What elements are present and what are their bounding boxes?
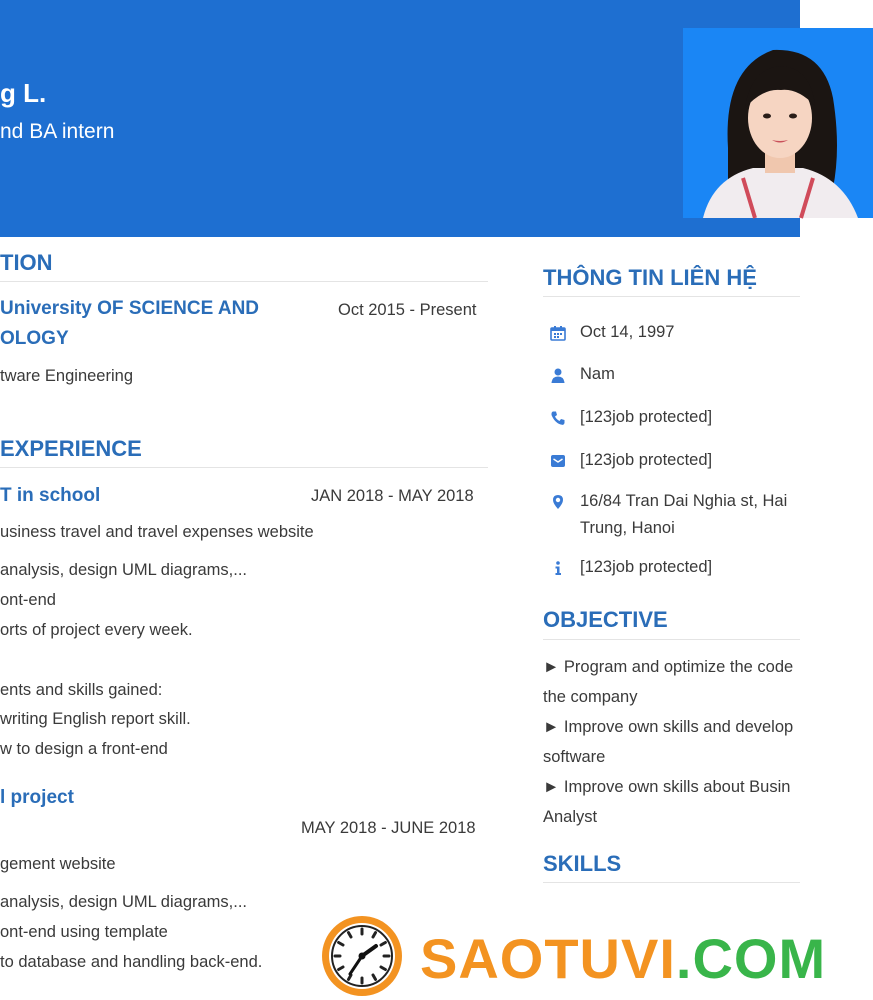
header-banner (0, 0, 800, 237)
avatar (683, 28, 873, 218)
contact-text: [123job protected] (580, 558, 713, 576)
contact-address (545, 488, 805, 542)
project-task: ont-end using template (0, 923, 168, 941)
skill-gained: w to design a front-end (0, 740, 168, 758)
watermark-domain: .COM (675, 927, 827, 990)
project-description: gement website (0, 855, 116, 873)
candidate-name: g L. (0, 78, 47, 108)
contact-phone[interactable] (545, 404, 805, 431)
avatar-portrait (683, 28, 873, 218)
contact-email[interactable] (545, 447, 805, 474)
education-heading: TION (0, 250, 53, 275)
project-task: analysis, design UML diagrams,... (0, 893, 247, 911)
project-task: analysis, design UML diagrams,... (0, 561, 247, 579)
contact-gender (545, 361, 805, 388)
contact-text: [123job protected] (580, 451, 713, 469)
objective-line: ► Program and optimize the code (543, 658, 794, 676)
objective-line: the company (543, 688, 638, 706)
objective-line: Analyst (543, 808, 598, 826)
skills-heading: SKILLS (543, 851, 622, 876)
project-date: MAY 2018 - JUNE 2018 (301, 819, 476, 837)
contact-text: 16/84 Tran Dai Nghia st, Hai (580, 492, 788, 510)
school-name-line1: University OF SCIENCE AND (0, 298, 260, 319)
objective-line: software (543, 748, 606, 766)
education-major: tware Engineering (0, 367, 133, 385)
education-date: Oct 2015 - Present (338, 301, 477, 319)
watermark-text (420, 926, 826, 991)
objective-divider (543, 639, 800, 640)
project-task: ont-end (0, 591, 56, 609)
calendar-icon (545, 322, 571, 344)
education-divider (0, 281, 488, 282)
skill-gained: writing English report skill. (0, 710, 191, 728)
user-icon (545, 364, 571, 386)
project-description: usiness travel and travel expenses website (0, 523, 314, 541)
project-task: to database and handling back-end. (0, 953, 263, 971)
location-icon (545, 491, 571, 513)
contact-divider (543, 296, 800, 297)
email-icon (545, 450, 571, 472)
contact-text: Trung, Hanoi (580, 519, 675, 537)
watermark-brand: SAOTUVI (420, 927, 676, 990)
skills-gained-title: ents and skills gained: (0, 681, 163, 699)
contact-text: [123job protected] (580, 408, 713, 426)
school-name-line2: OLOGY (0, 328, 69, 349)
contact-info (545, 554, 805, 581)
info-icon (545, 557, 571, 579)
contact-birthdate (545, 319, 805, 346)
objective-line: ► Improve own skills about Busin (543, 778, 791, 796)
contact-text: Oct 14, 1997 (580, 323, 675, 341)
experience-divider (0, 467, 488, 468)
contact-text: Nam (580, 365, 615, 383)
project-name: T in school (0, 485, 101, 506)
contact-heading: THÔNG TIN LIÊN HỆ (543, 265, 757, 290)
experience-heading: EXPERIENCE (0, 436, 142, 461)
watermark (320, 914, 827, 1000)
phone-icon (545, 407, 571, 429)
candidate-role: nd BA intern (0, 120, 115, 143)
skills-divider (543, 882, 800, 883)
project-task: orts of project every week. (0, 621, 193, 639)
project-name: l project (0, 787, 74, 808)
objective-heading: OBJECTIVE (543, 607, 668, 632)
objective-line: ► Improve own skills and develop (543, 718, 794, 736)
project-date: JAN 2018 - MAY 2018 (311, 487, 474, 505)
clock-logo-icon (320, 914, 404, 998)
